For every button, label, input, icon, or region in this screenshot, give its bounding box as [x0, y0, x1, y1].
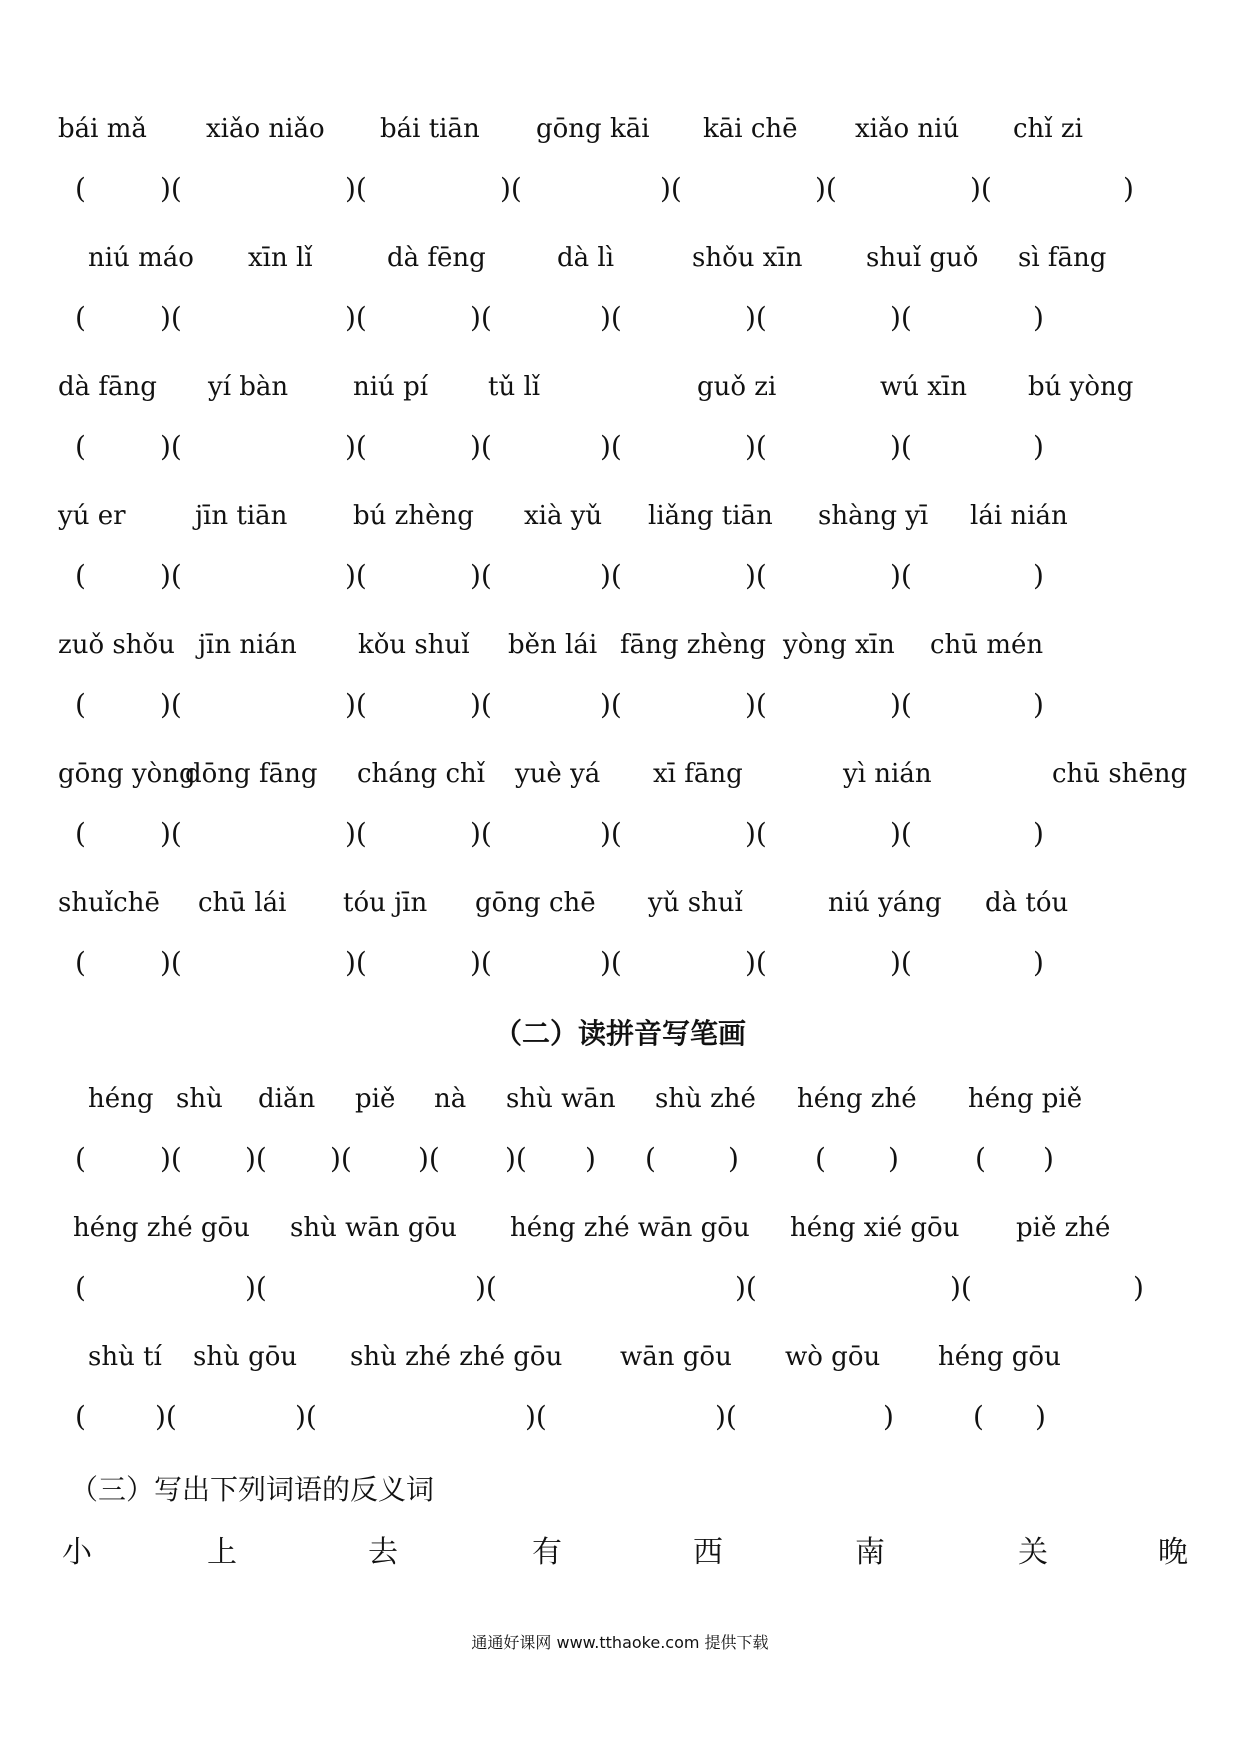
pinyin-words-item: niú máo — [88, 243, 194, 273]
pinyin-words-row — [0, 487, 1240, 547]
pinyin-words-item: liǎng tiān — [648, 501, 773, 531]
answer-blanks-item[interactable]: )( — [745, 301, 767, 334]
stroke-pinyin-item: héng zhé wān gōu — [510, 1213, 750, 1243]
answer-blanks-item[interactable]: )( — [160, 430, 182, 463]
answer-blanks-row — [0, 420, 1240, 480]
pinyin-words-item: bú yòng — [1028, 372, 1134, 402]
answer-blanks-item[interactable]: )( — [160, 559, 182, 592]
answer-blanks-item[interactable]: )( — [600, 559, 622, 592]
answer-blanks-row — [0, 549, 1240, 609]
antonym-word: 去 — [368, 1535, 398, 1570]
answer-blanks-item[interactable]: ( — [75, 688, 86, 721]
pinyin-words-item: gōng kāi — [536, 114, 650, 144]
antonym-word: 关 — [1018, 1535, 1048, 1570]
answer-blanks-item[interactable]: ) — [1033, 946, 1044, 979]
pinyin-words-item: chū mén — [930, 630, 1044, 660]
answer-blanks-item[interactable]: )( — [160, 946, 182, 979]
pinyin-words-item: chū lái — [198, 888, 287, 918]
pinyin-words-item: xià yǔ — [524, 501, 603, 531]
pinyin-words-row — [0, 229, 1240, 289]
pinyin-words-item: yuè yá — [515, 759, 601, 789]
stroke-pinyin-item: shù zhé — [655, 1084, 756, 1114]
stroke-blanks-item[interactable]: ( — [815, 1142, 826, 1175]
answer-blanks-item[interactable]: ( — [75, 817, 86, 850]
stroke-blanks-item[interactable]: ( — [973, 1400, 984, 1433]
stroke-blanks-item[interactable]: )( — [155, 1400, 177, 1433]
answer-blanks-item[interactable]: ) — [1033, 817, 1044, 850]
section2-title: （二）读拼音写笔画 — [493, 1017, 746, 1050]
answer-blanks-item[interactable]: ) — [1123, 172, 1134, 205]
pinyin-words-item: dà fāng — [58, 372, 157, 402]
answer-blanks-item[interactable]: )( — [470, 946, 492, 979]
pinyin-words-item: xiǎo niú — [855, 114, 960, 144]
answer-blanks-item[interactable]: )( — [600, 430, 622, 463]
answer-blanks-item[interactable]: )( — [600, 688, 622, 721]
stroke-pinyin-item: wò gōu — [785, 1342, 881, 1372]
pinyin-words-item: bái mǎ — [58, 114, 147, 144]
answer-blanks-item[interactable]: )( — [745, 430, 767, 463]
answer-blanks-item[interactable]: )( — [345, 559, 367, 592]
answer-blanks-row — [0, 678, 1240, 738]
stroke-blanks-item[interactable]: )( — [418, 1142, 440, 1175]
stroke-blanks-item[interactable]: )( — [160, 1142, 182, 1175]
answer-blanks-item[interactable]: )( — [745, 817, 767, 850]
antonym-word: 有 — [532, 1535, 562, 1570]
answer-blanks-item[interactable]: )( — [745, 946, 767, 979]
answer-blanks-item[interactable]: )( — [890, 430, 912, 463]
pinyin-words-item: guǒ zi — [697, 372, 777, 402]
answer-blanks-item[interactable]: ( — [75, 430, 86, 463]
stroke-pinyin-item: shù zhé zhé gōu — [350, 1342, 563, 1372]
pinyin-words-item: lái nián — [970, 501, 1068, 531]
stroke-blanks-item[interactable]: )( — [295, 1400, 317, 1433]
stroke-pinyin-item: shù wān gōu — [290, 1213, 457, 1243]
stroke-blanks-item[interactable]: ( — [975, 1142, 986, 1175]
antonym-word: 小 — [62, 1535, 92, 1570]
stroke-pinyin-row — [0, 1199, 1240, 1259]
stroke-pinyin-item: piě — [355, 1084, 396, 1114]
stroke-blanks-item[interactable]: )( — [245, 1271, 267, 1304]
pinyin-words-item: kāi chē — [703, 114, 798, 144]
answer-blanks-item[interactable]: ( — [75, 559, 86, 592]
answer-blanks-item[interactable]: ( — [75, 946, 86, 979]
pinyin-words-item: shǒu xīn — [692, 243, 803, 273]
antonym-word: 上 — [207, 1535, 237, 1570]
stroke-pinyin-item: wān gōu — [620, 1342, 732, 1372]
stroke-pinyin-item: shù tí — [88, 1342, 162, 1372]
pinyin-words-item: běn lái — [508, 630, 598, 660]
stroke-blanks-row — [0, 1261, 1240, 1321]
stroke-blanks-item[interactable]: )( — [475, 1271, 497, 1304]
pinyin-words-item: dà lì — [557, 243, 615, 273]
stroke-blanks-item[interactable]: ) — [1035, 1400, 1046, 1433]
answer-blanks-row — [0, 936, 1240, 996]
answer-blanks-item[interactable]: )( — [745, 559, 767, 592]
answer-blanks-item[interactable]: )( — [890, 688, 912, 721]
answer-blanks-item[interactable]: )( — [890, 301, 912, 334]
answer-blanks-item[interactable]: )( — [160, 301, 182, 334]
answer-blanks-item[interactable]: ) — [1033, 559, 1044, 592]
stroke-pinyin-item: héng — [88, 1084, 154, 1114]
pinyin-words-item: gōng chē — [475, 888, 596, 918]
answer-blanks-item[interactable]: )( — [470, 430, 492, 463]
stroke-blanks-item[interactable]: )( — [735, 1271, 757, 1304]
stroke-blanks-item[interactable]: ( — [645, 1142, 656, 1175]
answer-blanks-item[interactable]: ) — [1033, 430, 1044, 463]
pinyin-words-item: yòng xīn — [783, 630, 895, 660]
answer-blanks-item[interactable]: ) — [1033, 301, 1044, 334]
pinyin-words-row — [0, 616, 1240, 676]
answer-blanks-item[interactable]: )( — [500, 172, 522, 205]
antonym-word: 晚 — [1158, 1535, 1188, 1570]
pinyin-words-item: dōng fāng — [185, 759, 318, 789]
answer-blanks-item[interactable]: )( — [470, 688, 492, 721]
pinyin-words-item: chǐ zi — [1013, 114, 1083, 144]
pinyin-words-item: cháng chǐ — [357, 759, 486, 789]
answer-blanks-item[interactable]: )( — [890, 559, 912, 592]
answer-blanks-item[interactable]: )( — [745, 688, 767, 721]
answer-blanks-item[interactable]: )( — [345, 430, 367, 463]
footer-text: 通通好课网 www.tthaoke.com 提供下载 — [471, 1633, 769, 1652]
answer-blanks-item[interactable]: )( — [160, 172, 182, 205]
stroke-pinyin-row — [0, 1328, 1240, 1388]
answer-blanks-row — [0, 291, 1240, 351]
pinyin-words-item: dà fēng — [387, 243, 486, 273]
stroke-blanks-item[interactable]: ) — [888, 1142, 899, 1175]
stroke-blanks-item[interactable]: )( — [505, 1142, 527, 1175]
pinyin-words-item: tóu jīn — [343, 888, 428, 918]
pinyin-words-item: yú er — [58, 501, 126, 531]
stroke-blanks-item[interactable]: ( — [75, 1142, 86, 1175]
stroke-blanks-item[interactable]: ) — [585, 1142, 596, 1175]
answer-blanks-item[interactable]: )( — [890, 946, 912, 979]
stroke-pinyin-item: nà — [434, 1084, 467, 1114]
stroke-blanks-item[interactable]: ) — [883, 1400, 894, 1433]
answer-blanks-item[interactable]: )( — [345, 172, 367, 205]
answer-blanks-item[interactable]: )( — [600, 946, 622, 979]
pinyin-words-row — [0, 874, 1240, 934]
pinyin-words-item: shuǐ guǒ — [866, 243, 979, 273]
stroke-pinyin-item: héng zhé gōu — [73, 1213, 250, 1243]
stroke-blanks-row — [0, 1390, 1240, 1450]
antonym-word: 西 — [693, 1535, 723, 1570]
stroke-blanks-item[interactable]: ) — [728, 1142, 739, 1175]
stroke-blanks-item[interactable]: )( — [245, 1142, 267, 1175]
stroke-pinyin-row — [0, 1070, 1240, 1130]
answer-blanks-item[interactable]: )( — [890, 817, 912, 850]
answer-blanks-item[interactable]: )( — [970, 172, 992, 205]
answer-blanks-item[interactable]: ) — [1033, 688, 1044, 721]
stroke-blanks-item[interactable]: )( — [715, 1400, 737, 1433]
stroke-pinyin-item: héng gōu — [938, 1342, 1061, 1372]
answer-blanks-item[interactable]: )( — [470, 301, 492, 334]
pinyin-words-item: dà tóu — [985, 888, 1069, 918]
answer-blanks-item[interactable]: )( — [160, 817, 182, 850]
answer-blanks-item[interactable]: )( — [345, 301, 367, 334]
pinyin-words-item: bái tiān — [380, 114, 480, 144]
stroke-blanks-item[interactable]: ( — [75, 1271, 86, 1304]
pinyin-words-item: chū shēng — [1052, 759, 1188, 789]
answer-blanks-item[interactable]: )( — [600, 301, 622, 334]
pinyin-words-row — [0, 100, 1240, 160]
pinyin-words-item: niú yáng — [828, 888, 942, 918]
pinyin-words-item: jīn tiān — [195, 501, 288, 531]
pinyin-words-item: bú zhèng — [353, 501, 474, 531]
answer-blanks-item[interactable]: )( — [345, 946, 367, 979]
section3-title: （三）写出下列词语的反义词 — [70, 1473, 435, 1506]
answer-blanks-item[interactable]: )( — [660, 172, 682, 205]
pinyin-words-item: sì fāng — [1018, 243, 1107, 273]
answer-blanks-item[interactable]: )( — [345, 688, 367, 721]
pinyin-words-row — [0, 745, 1240, 805]
antonym-word: 南 — [855, 1535, 885, 1570]
answer-blanks-item[interactable]: )( — [470, 559, 492, 592]
pinyin-words-item: yǔ shuǐ — [648, 888, 743, 918]
stroke-blanks-row — [0, 1132, 1240, 1192]
stroke-pinyin-item: shù — [176, 1084, 223, 1114]
answer-blanks-item[interactable]: )( — [470, 817, 492, 850]
stroke-pinyin-item: piě zhé — [1016, 1213, 1111, 1243]
pinyin-words-item: xī fāng — [653, 759, 743, 789]
pinyin-words-item: gōng yòng — [58, 759, 196, 789]
pinyin-words-item: kǒu shuǐ — [358, 630, 470, 660]
pinyin-words-item: wú xīn — [880, 372, 967, 402]
answer-blanks-row — [0, 807, 1240, 867]
pinyin-words-item: tǔ lǐ — [488, 372, 541, 402]
stroke-blanks-item[interactable]: )( — [950, 1271, 972, 1304]
stroke-blanks-item[interactable]: ) — [1043, 1142, 1054, 1175]
answer-blanks-row — [0, 162, 1240, 222]
pinyin-words-item: xiǎo niǎo — [206, 114, 325, 144]
pinyin-words-item: fāng zhèng — [620, 630, 766, 660]
answer-blanks-item[interactable]: )( — [160, 688, 182, 721]
stroke-blanks-item[interactable]: ( — [75, 1400, 86, 1433]
pinyin-words-item: zuǒ shǒu — [58, 630, 175, 660]
pinyin-words-item: yì nián — [843, 759, 932, 789]
stroke-pinyin-item: héng xié gōu — [790, 1213, 960, 1243]
pinyin-words-item: shuǐchē — [58, 888, 160, 918]
answer-blanks-item[interactable]: )( — [600, 817, 622, 850]
answer-blanks-item[interactable]: ( — [75, 301, 86, 334]
pinyin-words-row — [0, 358, 1240, 418]
pinyin-words-item: yí bàn — [208, 372, 289, 402]
stroke-blanks-item[interactable]: )( — [525, 1400, 547, 1433]
pinyin-words-item: xīn lǐ — [248, 243, 313, 273]
stroke-pinyin-item: shù wān — [506, 1084, 616, 1114]
pinyin-words-item: niú pí — [353, 372, 429, 402]
answer-blanks-item[interactable]: )( — [345, 817, 367, 850]
stroke-pinyin-item: shù gōu — [193, 1342, 298, 1372]
stroke-pinyin-item: diǎn — [258, 1084, 316, 1114]
answer-blanks-item[interactable]: )( — [815, 172, 837, 205]
answer-blanks-item[interactable]: ( — [75, 172, 86, 205]
stroke-pinyin-item: héng piě — [968, 1084, 1083, 1114]
stroke-blanks-item[interactable]: )( — [330, 1142, 352, 1175]
pinyin-words-item: jīn nián — [198, 630, 297, 660]
stroke-pinyin-item: héng zhé — [797, 1084, 917, 1114]
pinyin-words-item: shàng yī — [818, 501, 929, 531]
stroke-blanks-item[interactable]: ) — [1133, 1271, 1144, 1304]
